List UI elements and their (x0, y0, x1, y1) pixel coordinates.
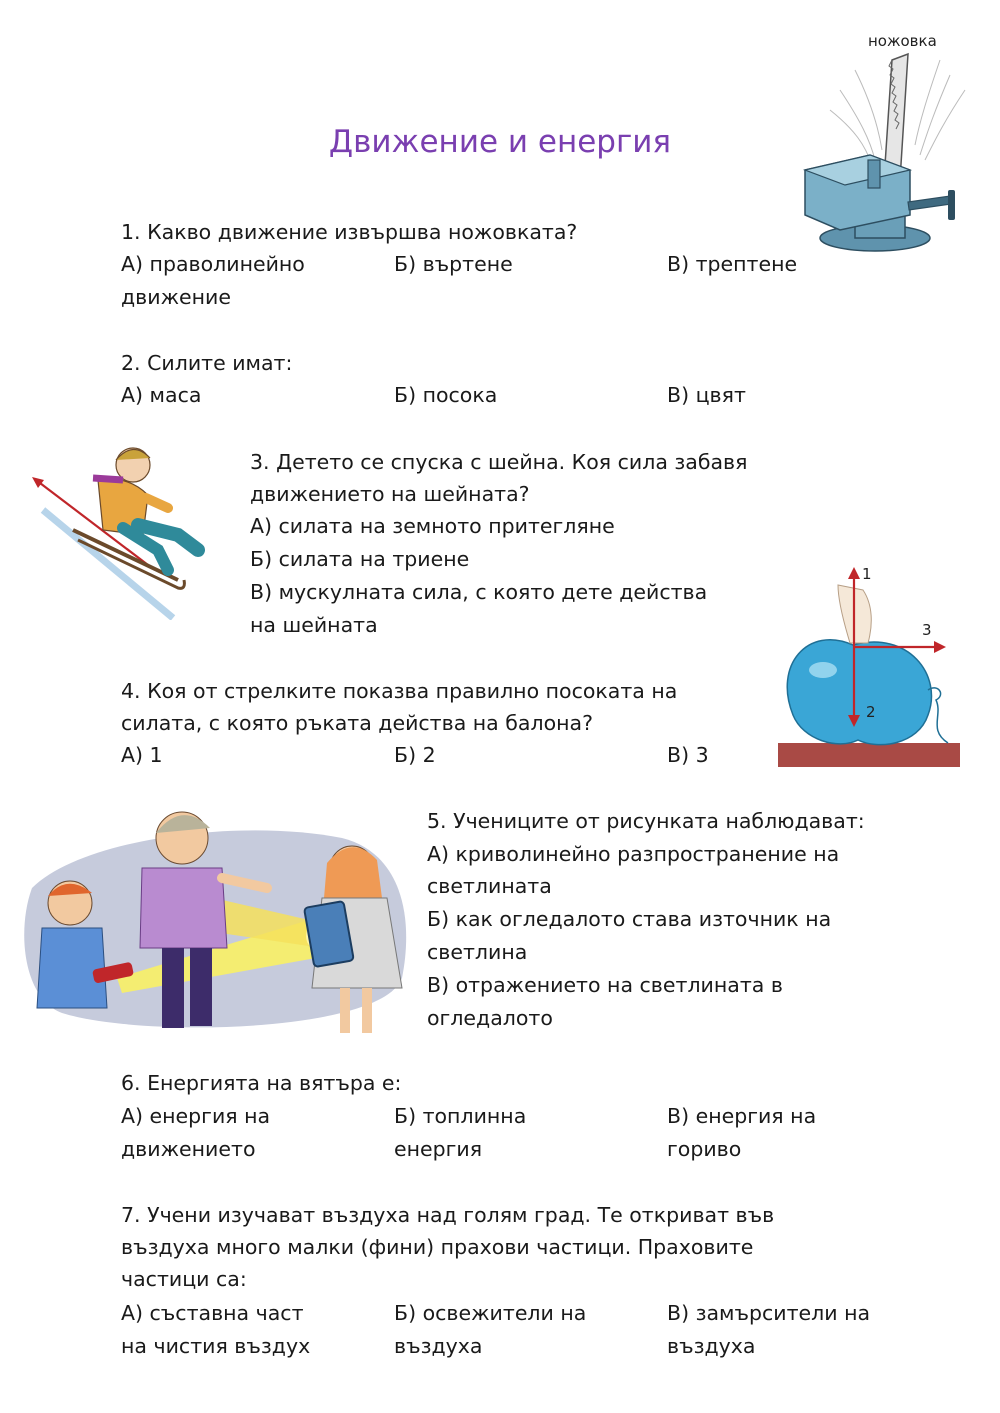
q5-option-c-line2: огледалото (427, 1006, 553, 1030)
q3-option-c-line1: В) мускулната сила, с която дете действа (250, 580, 708, 604)
q6-option-a-line2: движението (121, 1136, 256, 1161)
q7-option-a (121, 1297, 371, 1362)
children-flashlight-mirror-image (22, 798, 414, 1043)
q5-option-b-line2: светлина (427, 940, 528, 964)
q7-option-b-line1: Б) освежители на (394, 1301, 587, 1325)
q5-option-a-line2: светлината (427, 874, 552, 898)
q6-option-b (394, 1100, 644, 1165)
q6-option-a (121, 1100, 371, 1165)
arrow-label-2: 2 (866, 703, 876, 721)
q7-option-a-line2: на чистия въздух (121, 1333, 311, 1358)
sled-illustration (28, 440, 238, 620)
q5-question: 5. Учениците от рисунката наблюдават: (427, 809, 865, 833)
saw-vise-image (800, 30, 975, 255)
q4-question-line2: силата, с която ръката действа на балона? (121, 711, 593, 735)
q1-option-c: В) трептене (667, 252, 798, 276)
q3-option-c-line2: на шейната (250, 613, 378, 637)
q3-option-a: А) силата на земното притегляне (250, 514, 615, 538)
saw-caption: ножовка (868, 32, 937, 50)
q6-option-b-line1: Б) топлинна (394, 1104, 527, 1128)
q1-question: 1. Какво движение извършва ножовката? (121, 220, 578, 244)
q5-option-a-line1: А) криволинейно разпространение на (427, 842, 840, 866)
q3-question-line2: движението на шейната? (250, 482, 530, 506)
q4-option-b: Б) 2 (394, 743, 436, 767)
q3-question-line1: 3. Детето се спуска с шейна. Коя сила забавя (250, 450, 748, 474)
q2-option-c: В) цвят (667, 383, 746, 407)
q6-option-c-line1: В) енергия на (667, 1104, 817, 1128)
q6-question: 6. Енергията на вятъра е: (121, 1071, 402, 1095)
q6-option-c (667, 1100, 927, 1165)
q7-option-c (667, 1297, 927, 1362)
q7-option-a-line1: А) съставна част (121, 1301, 304, 1325)
q4-option-c: В) 3 (667, 743, 709, 767)
q4-option-a: А) 1 (121, 743, 163, 767)
q6-option-a-line1: А) енергия на (121, 1104, 271, 1128)
q1-option-a-line1: А) праволинейно (121, 252, 305, 276)
q5-option-b-line1: Б) как огледалото става източник на (427, 907, 832, 931)
q3-option-b: Б) силата на триене (250, 547, 470, 571)
q7-option-b-line2: въздуха (394, 1333, 483, 1358)
q2-option-a: А) маса (121, 383, 202, 407)
q1-option-a (121, 248, 371, 313)
q6-option-b-line2: енергия (394, 1136, 483, 1161)
q1-option-b: Б) въртене (394, 252, 513, 276)
q2-option-b: Б) посока (394, 383, 498, 407)
arrow-label-1: 1 (862, 565, 872, 583)
balloon-arrows-image (778, 565, 960, 767)
arrow-label-3: 3 (922, 621, 932, 639)
q7-question-line1: 7. Учени изучават въздуха над голям град. Те откриват във (121, 1203, 775, 1227)
q7-question-line3: частици са: (121, 1267, 247, 1291)
sled-child-image (28, 440, 238, 620)
q2-question: 2. Силите имат: (121, 351, 293, 375)
q7-option-b (394, 1297, 644, 1362)
light-reflection-illustration (22, 798, 414, 1043)
q7-question-line2: въздуха много малки (фини) прахови частици. Праховите (121, 1235, 754, 1259)
q5-option-c-line1: В) отражението на светлината в (427, 973, 783, 997)
q4-question-line1: 4. Коя от стрелките показва правилно посоката на (121, 679, 678, 703)
q7-option-c-line1: В) замърсители на (667, 1301, 871, 1325)
page-title: Движение и енергия (328, 124, 672, 160)
q6-option-c-line2: гориво (667, 1136, 742, 1161)
q7-option-c-line2: въздуха (667, 1333, 756, 1358)
balloon-illustration (778, 565, 960, 767)
q1-option-a-line2: движение (121, 284, 231, 309)
saw-vise-illustration (800, 30, 975, 255)
